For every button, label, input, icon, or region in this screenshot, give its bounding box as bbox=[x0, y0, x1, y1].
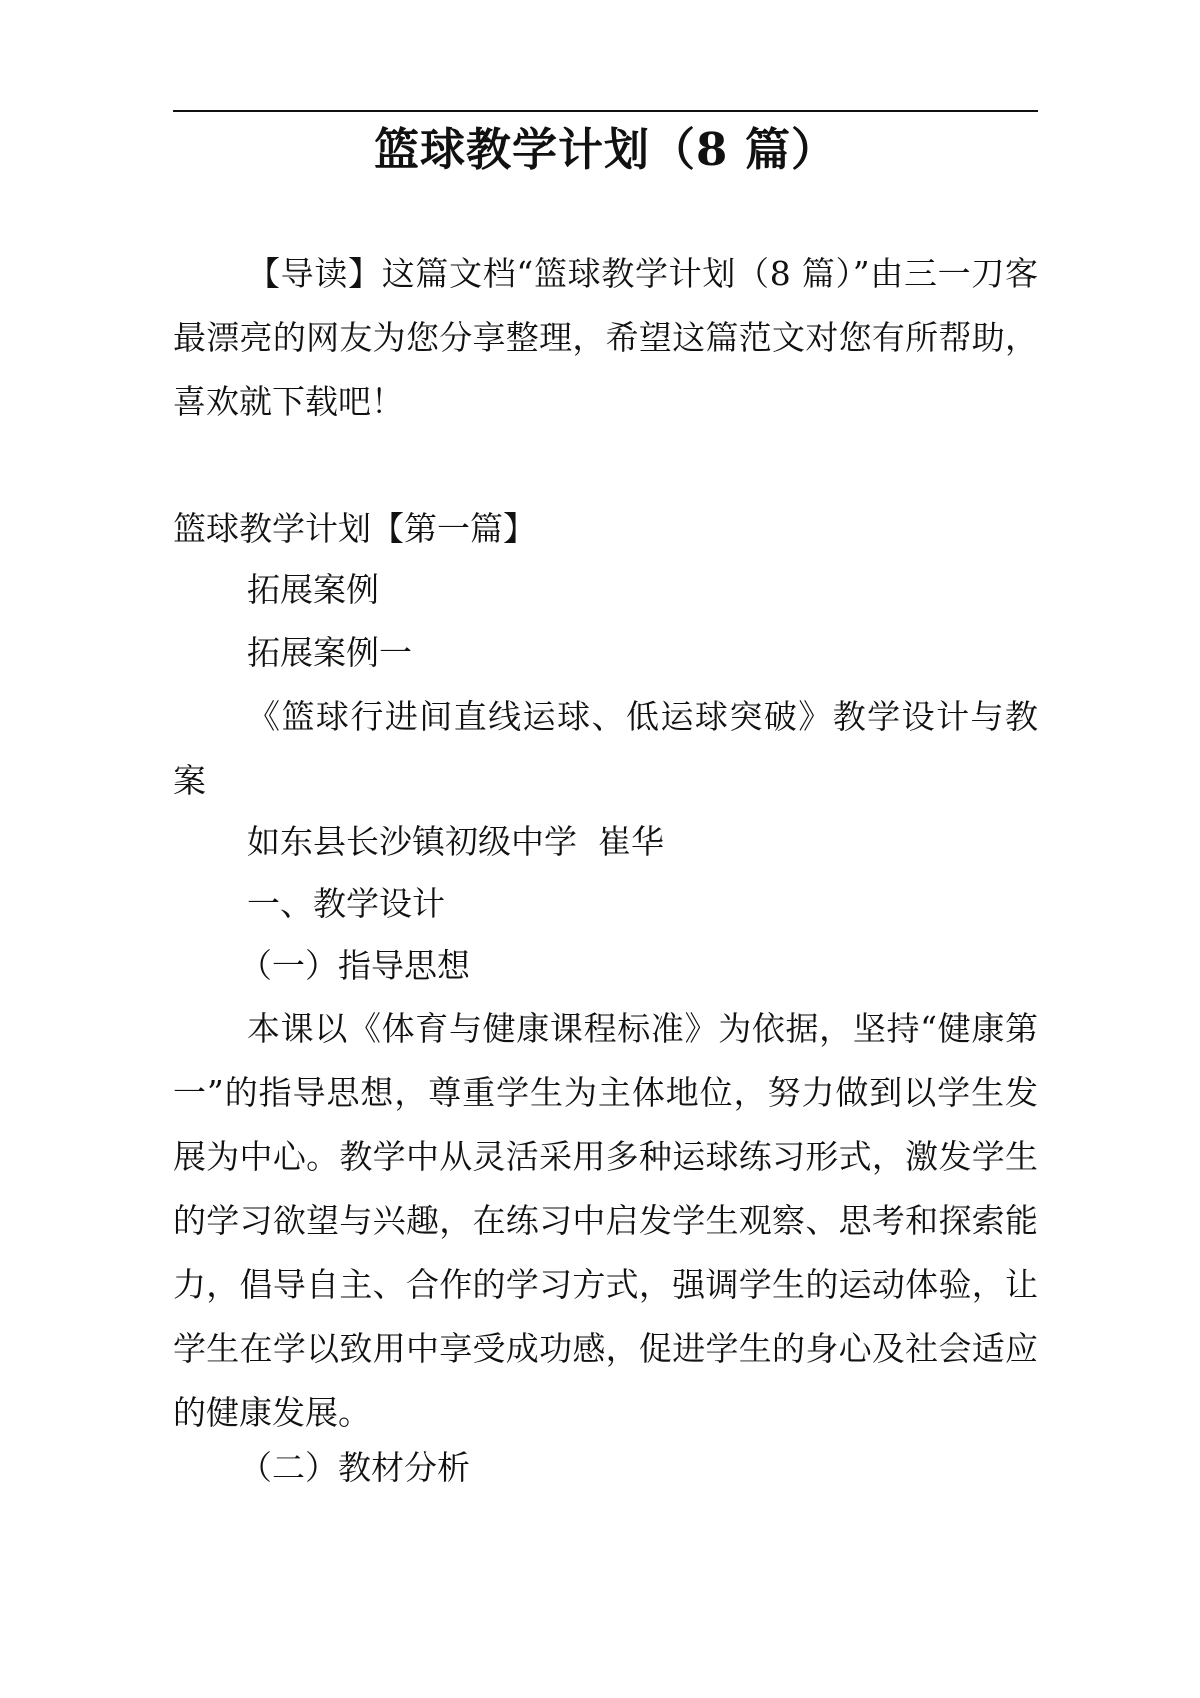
author-line: 如东县长沙镇初级中学 崔华 bbox=[247, 822, 664, 861]
material-analysis-heading: （二）教材分析 bbox=[239, 1448, 470, 1487]
design-title: 《篮球行进间直线运球、低运球突破》教学设计与教案 bbox=[173, 697, 1038, 800]
guiding-thought-paragraph: 本课以《体育与健康课程标准》为依据，坚持“健康第一”的指导思想，尊重学生为主体地位，努力做到以学生发展为中心。教学中从灵活采用多种运球练习形式，激发学生的学习欲望与兴趣，在练习中启发学生观察、思考和探索能力，倡导自主、合作的学习方式，强调学生的运动体验，让学生在学以致用中享受成功感，促进学生的身心及社会适应的健康发展。 bbox=[173, 1009, 1038, 1432]
intro-paragraph: 【导读】这篇文档“篮球教学计划（8 篇）”由三一刀客最漂亮的网友为您分享整理，希望这篇范文对您有所帮助，喜欢就下载吧！ bbox=[173, 254, 1038, 421]
case-heading: 拓展案例 bbox=[247, 570, 379, 609]
case-1-heading: 拓展案例一 bbox=[247, 633, 412, 672]
part-1-heading: 一、教学设计 bbox=[247, 884, 445, 923]
guiding-thought-heading: （一）指导思想 bbox=[239, 946, 470, 985]
section-heading: 篮球教学计划【第一篇】 bbox=[173, 509, 536, 548]
header-rule bbox=[173, 110, 1038, 112]
document-title: 篮球教学计划（8 篇） bbox=[374, 123, 837, 176]
